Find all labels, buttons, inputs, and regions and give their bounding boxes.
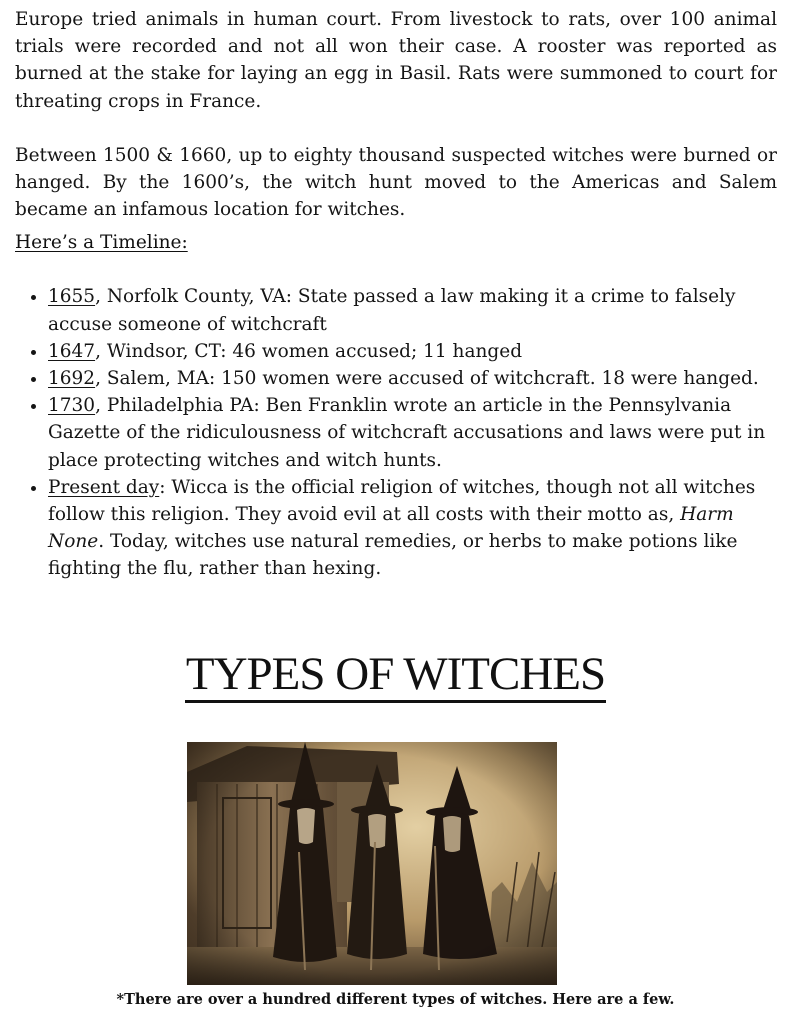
types-of-witches-heading xyxy=(0,648,791,703)
timeline-text: , Windsor, CT: 46 women accused; 11 hanged xyxy=(95,340,523,362)
timeline-heading: Here’s a Timeline: xyxy=(15,232,188,254)
sepia-photo-icon xyxy=(187,742,557,985)
timeline-date: Present day xyxy=(48,476,160,498)
timeline-date: 1647 xyxy=(48,340,96,362)
timeline-item xyxy=(48,365,777,392)
timeline-date: 1655 xyxy=(48,286,96,308)
timeline-item xyxy=(48,392,777,474)
timeline-text: , Philadelphia PA: Ben Franklin wrote an article in the Pennsylvania Gazette of the ridiculousness of witchcraft accusations and laws were put in place protecting witches and witch hunts. xyxy=(48,395,766,471)
timeline-text: , Norfolk County, VA: State passed a law making it a crime to falsely accuse someone of witchcraft xyxy=(48,286,736,335)
timeline-date: 1730 xyxy=(48,395,96,417)
motto-harm-none: Harm None xyxy=(48,504,734,553)
timeline-date: 1692 xyxy=(48,368,96,390)
timeline-list xyxy=(15,283,777,582)
types-of-witches-title: TYPES OF WITCHES xyxy=(185,648,606,703)
photo-caption: *There are over a hundred different types of witches. Here are a few. xyxy=(116,991,675,1008)
document-body xyxy=(15,6,777,583)
witches-photo xyxy=(187,742,557,985)
timeline-text: , Salem, MA: 150 women were accused of witchcraft. 18 were hanged. xyxy=(95,368,759,390)
intro-paragraph-animal-trials: Europe tried animals in human court. From livestock to rats, over 100 animal trials were recorded and not all won their case. A rooster was reported as burned at the stake for laying an egg in Basil. Rats were summoned to court for threating crops in France. xyxy=(15,9,777,112)
timeline-item xyxy=(48,474,777,583)
timeline-text-after: . Today, witches use natural remedies, or herbs to make potions like fighting the flu, rather than hexing. xyxy=(48,531,738,580)
timeline-item xyxy=(48,283,777,337)
timeline-item xyxy=(48,338,777,365)
timeline-text: : Wicca is the official religion of witches, though not all witches follow this religion. They avoid evil at all costs with their motto as, xyxy=(48,476,756,526)
intro-paragraph-witch-hunts: Between 1500 & 1660, up to eighty thousand suspected witches were burned or hanged. By the 1600’s, the witch hunt moved to the Americas and Salem became an infamous location for witches. xyxy=(15,144,777,221)
